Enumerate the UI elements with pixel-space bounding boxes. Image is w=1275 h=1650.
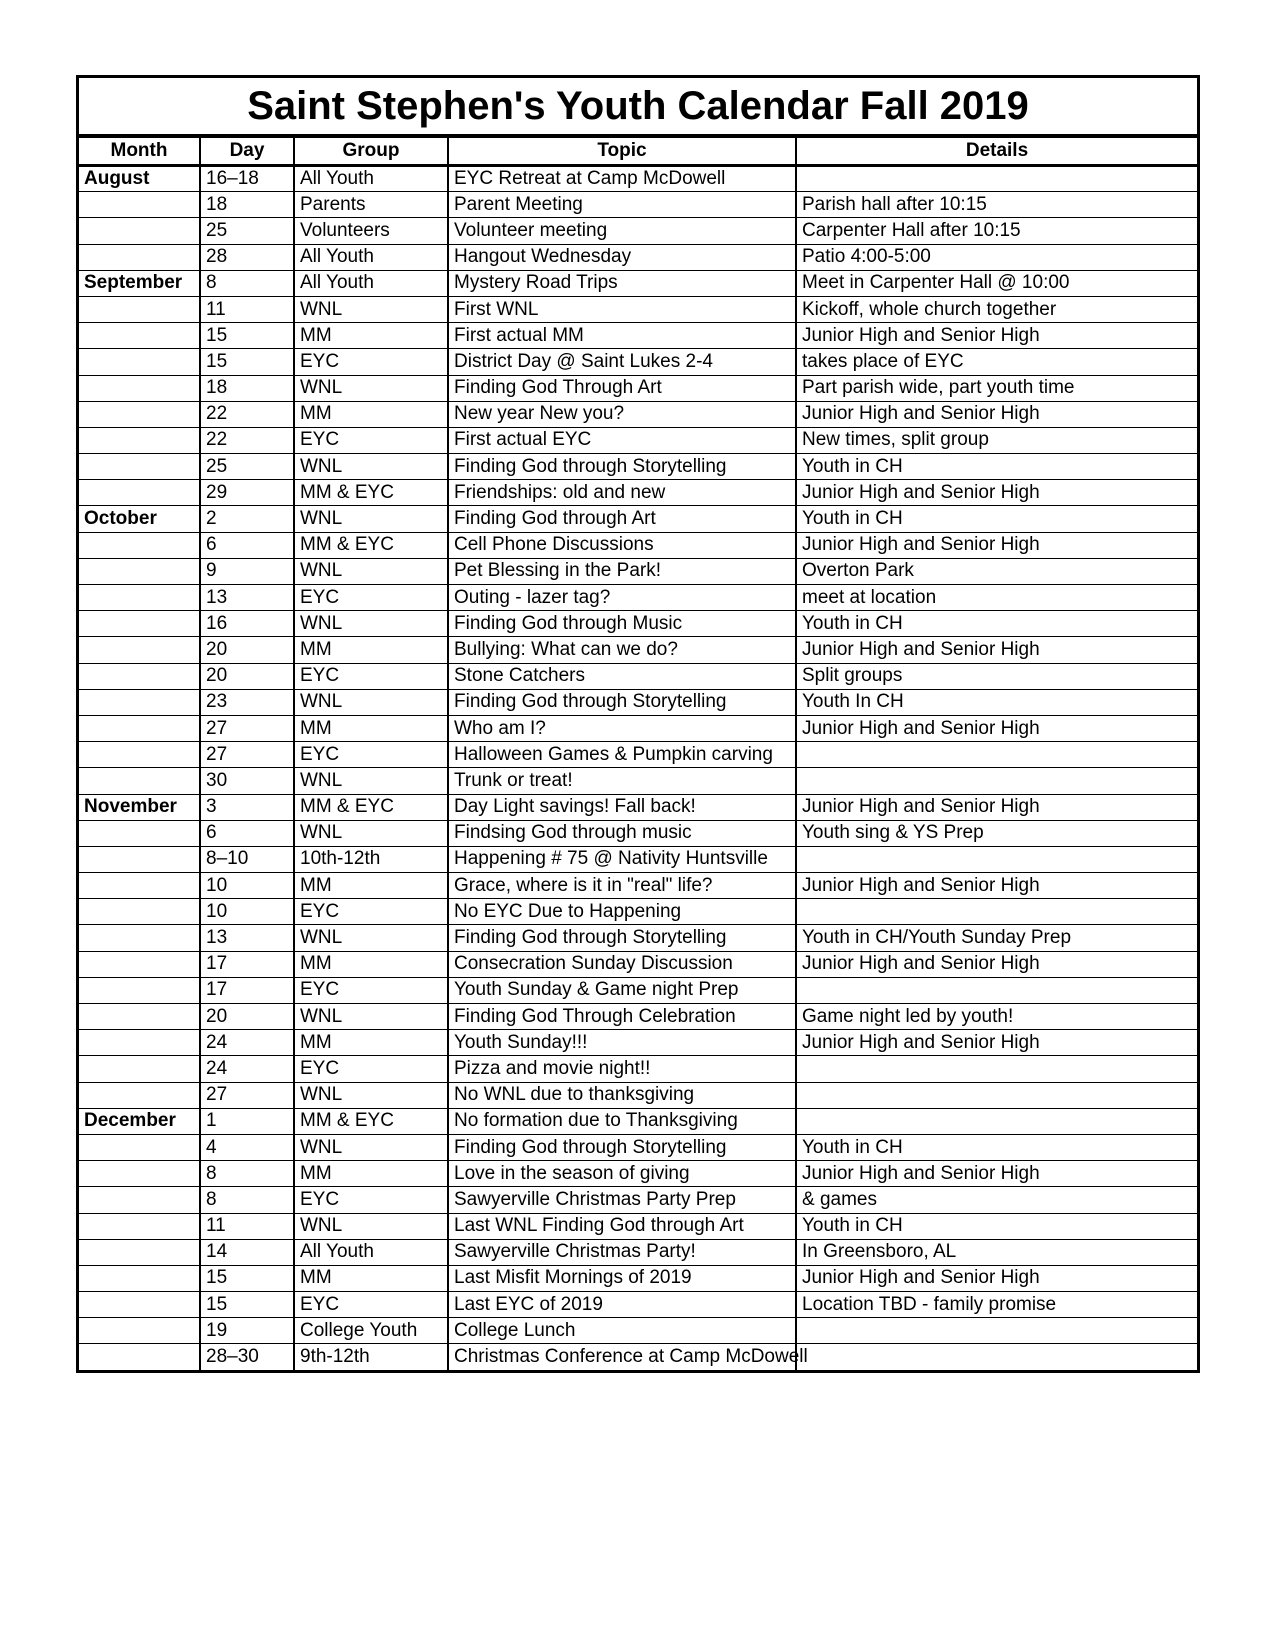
table-row bbox=[79, 270, 1197, 296]
cell-group: 9th-12th bbox=[294, 1344, 448, 1370]
cell-month bbox=[79, 742, 200, 768]
cell-topic: Youth Sunday!!! bbox=[448, 1030, 796, 1056]
cell-day: 8 bbox=[200, 1161, 294, 1187]
cell-month bbox=[79, 1318, 200, 1344]
cell-group: EYC bbox=[294, 663, 448, 689]
table-row bbox=[79, 323, 1197, 349]
table-row bbox=[79, 192, 1197, 218]
cell-topic: Finding God through Art bbox=[448, 506, 796, 532]
cell-month bbox=[79, 1082, 200, 1108]
cell-details: Junior High and Senior High bbox=[796, 715, 1197, 741]
cell-group: College Youth bbox=[294, 1318, 448, 1344]
table-row bbox=[79, 1056, 1197, 1082]
cell-month bbox=[79, 244, 200, 270]
cell-month bbox=[79, 715, 200, 741]
cell-details: Overton Park bbox=[796, 558, 1197, 584]
cell-month bbox=[79, 401, 200, 427]
calendar-table bbox=[79, 137, 1197, 1370]
cell-day: 28–30 bbox=[200, 1344, 294, 1370]
cell-details: Junior High and Senior High bbox=[796, 1161, 1197, 1187]
table-row bbox=[79, 899, 1197, 925]
cell-topic: Stone Catchers bbox=[448, 663, 796, 689]
cell-month bbox=[79, 585, 200, 611]
cell-group: EYC bbox=[294, 977, 448, 1003]
cell-month bbox=[79, 1213, 200, 1239]
cell-day: 15 bbox=[200, 349, 294, 375]
cell-details bbox=[796, 1344, 1197, 1370]
cell-details: Youth In CH bbox=[796, 689, 1197, 715]
cell-month: September bbox=[79, 270, 200, 296]
cell-details: Junior High and Senior High bbox=[796, 323, 1197, 349]
cell-day: 6 bbox=[200, 532, 294, 558]
cell-group: Parents bbox=[294, 192, 448, 218]
cell-group: MM bbox=[294, 401, 448, 427]
cell-day: 20 bbox=[200, 1004, 294, 1030]
table-row bbox=[79, 296, 1197, 322]
cell-month bbox=[79, 1265, 200, 1291]
cell-day: 15 bbox=[200, 323, 294, 349]
column-header-details: Details bbox=[796, 138, 1197, 166]
cell-topic: Happening # 75 @ Nativity Huntsville bbox=[448, 846, 796, 872]
cell-details bbox=[796, 899, 1197, 925]
cell-month bbox=[79, 925, 200, 951]
cell-day: 20 bbox=[200, 663, 294, 689]
cell-month bbox=[79, 454, 200, 480]
table-row bbox=[79, 925, 1197, 951]
cell-details bbox=[796, 1318, 1197, 1344]
column-header-topic: Topic bbox=[448, 138, 796, 166]
cell-day: 20 bbox=[200, 637, 294, 663]
table-row bbox=[79, 1344, 1197, 1370]
cell-topic: New year New you? bbox=[448, 401, 796, 427]
cell-topic: Findsing God through music bbox=[448, 820, 796, 846]
cell-topic: Bullying: What can we do? bbox=[448, 637, 796, 663]
cell-topic: Volunteer meeting bbox=[448, 218, 796, 244]
cell-group: MM bbox=[294, 873, 448, 899]
cell-group: All Youth bbox=[294, 270, 448, 296]
table-row bbox=[79, 1082, 1197, 1108]
cell-month bbox=[79, 1187, 200, 1213]
cell-month bbox=[79, 820, 200, 846]
cell-details: Youth in CH bbox=[796, 506, 1197, 532]
cell-group: MM & EYC bbox=[294, 1108, 448, 1134]
cell-group: WNL bbox=[294, 689, 448, 715]
cell-day: 6 bbox=[200, 820, 294, 846]
cell-details: meet at location bbox=[796, 585, 1197, 611]
cell-topic: Last EYC of 2019 bbox=[448, 1292, 796, 1318]
table-row bbox=[79, 349, 1197, 375]
cell-month bbox=[79, 637, 200, 663]
page-title: Saint Stephen's Youth Calendar Fall 2019 bbox=[79, 78, 1197, 137]
table-row bbox=[79, 1187, 1197, 1213]
cell-topic: Finding God through Storytelling bbox=[448, 454, 796, 480]
cell-details: Carpenter Hall after 10:15 bbox=[796, 218, 1197, 244]
table-row bbox=[79, 427, 1197, 453]
cell-group: All Youth bbox=[294, 166, 448, 192]
table-row bbox=[79, 454, 1197, 480]
cell-details: Junior High and Senior High bbox=[796, 480, 1197, 506]
cell-month bbox=[79, 375, 200, 401]
table-row bbox=[79, 585, 1197, 611]
cell-month bbox=[79, 846, 200, 872]
cell-details: Junior High and Senior High bbox=[796, 401, 1197, 427]
table-row bbox=[79, 689, 1197, 715]
cell-details: Location TBD - family promise bbox=[796, 1292, 1197, 1318]
cell-group: EYC bbox=[294, 427, 448, 453]
cell-details: Game night led by youth! bbox=[796, 1004, 1197, 1030]
table-row bbox=[79, 532, 1197, 558]
cell-month bbox=[79, 218, 200, 244]
cell-day: 15 bbox=[200, 1292, 294, 1318]
cell-details: Junior High and Senior High bbox=[796, 1265, 1197, 1291]
cell-day: 11 bbox=[200, 1213, 294, 1239]
cell-topic: EYC Retreat at Camp McDowell bbox=[448, 166, 796, 192]
cell-topic: Christmas Conference at Camp McDowell bbox=[448, 1344, 796, 1370]
cell-day: 29 bbox=[200, 480, 294, 506]
cell-month bbox=[79, 192, 200, 218]
table-row bbox=[79, 951, 1197, 977]
table-row bbox=[79, 244, 1197, 270]
table-row bbox=[79, 506, 1197, 532]
table-row bbox=[79, 794, 1197, 820]
cell-details: Meet in Carpenter Hall @ 10:00 bbox=[796, 270, 1197, 296]
cell-topic: First actual EYC bbox=[448, 427, 796, 453]
cell-month bbox=[79, 899, 200, 925]
table-row bbox=[79, 1292, 1197, 1318]
cell-month bbox=[79, 1161, 200, 1187]
column-header-group: Group bbox=[294, 138, 448, 166]
cell-month bbox=[79, 323, 200, 349]
cell-group: WNL bbox=[294, 611, 448, 637]
cell-group: MM bbox=[294, 951, 448, 977]
cell-group: All Youth bbox=[294, 1239, 448, 1265]
cell-group: WNL bbox=[294, 1004, 448, 1030]
cell-day: 10 bbox=[200, 899, 294, 925]
cell-month: December bbox=[79, 1108, 200, 1134]
cell-day: 8 bbox=[200, 270, 294, 296]
cell-details: Youth sing & YS Prep bbox=[796, 820, 1197, 846]
cell-details: Junior High and Senior High bbox=[796, 1030, 1197, 1056]
cell-topic: Outing - lazer tag? bbox=[448, 585, 796, 611]
cell-month bbox=[79, 1030, 200, 1056]
cell-day: 23 bbox=[200, 689, 294, 715]
cell-day: 10 bbox=[200, 873, 294, 899]
cell-details: Youth in CH bbox=[796, 611, 1197, 637]
cell-group: EYC bbox=[294, 349, 448, 375]
cell-day: 14 bbox=[200, 1239, 294, 1265]
cell-group: EYC bbox=[294, 1292, 448, 1318]
table-row bbox=[79, 1004, 1197, 1030]
table-row bbox=[79, 742, 1197, 768]
cell-day: 27 bbox=[200, 742, 294, 768]
cell-day: 25 bbox=[200, 454, 294, 480]
cell-group: MM & EYC bbox=[294, 794, 448, 820]
cell-month: August bbox=[79, 166, 200, 192]
table-row bbox=[79, 611, 1197, 637]
cell-group: WNL bbox=[294, 1134, 448, 1160]
cell-day: 18 bbox=[200, 375, 294, 401]
cell-details: Kickoff, whole church together bbox=[796, 296, 1197, 322]
cell-month bbox=[79, 532, 200, 558]
table-row bbox=[79, 558, 1197, 584]
cell-month bbox=[79, 1239, 200, 1265]
cell-topic: Halloween Games & Pumpkin carving bbox=[448, 742, 796, 768]
cell-group: EYC bbox=[294, 585, 448, 611]
cell-details bbox=[796, 1108, 1197, 1134]
cell-topic: Last WNL Finding God through Art bbox=[448, 1213, 796, 1239]
table-row bbox=[79, 218, 1197, 244]
cell-group: EYC bbox=[294, 742, 448, 768]
cell-group: MM bbox=[294, 323, 448, 349]
cell-group: WNL bbox=[294, 1082, 448, 1108]
cell-details: Youth in CH bbox=[796, 1213, 1197, 1239]
cell-month bbox=[79, 296, 200, 322]
cell-month: October bbox=[79, 506, 200, 532]
cell-day: 19 bbox=[200, 1318, 294, 1344]
cell-day: 11 bbox=[200, 296, 294, 322]
cell-topic: Cell Phone Discussions bbox=[448, 532, 796, 558]
cell-details: New times, split group bbox=[796, 427, 1197, 453]
cell-group: EYC bbox=[294, 899, 448, 925]
table-row bbox=[79, 166, 1197, 192]
cell-group: WNL bbox=[294, 454, 448, 480]
cell-topic: Finding God through Music bbox=[448, 611, 796, 637]
table-row bbox=[79, 480, 1197, 506]
cell-day: 28 bbox=[200, 244, 294, 270]
cell-group: MM bbox=[294, 1161, 448, 1187]
table-row bbox=[79, 977, 1197, 1003]
cell-topic: Mystery Road Trips bbox=[448, 270, 796, 296]
column-header-day: Day bbox=[200, 138, 294, 166]
cell-month bbox=[79, 1134, 200, 1160]
cell-topic: Finding God through Storytelling bbox=[448, 689, 796, 715]
cell-details: takes place of EYC bbox=[796, 349, 1197, 375]
cell-day: 16–18 bbox=[200, 166, 294, 192]
cell-topic: Parent Meeting bbox=[448, 192, 796, 218]
cell-day: 13 bbox=[200, 585, 294, 611]
cell-group: 10th-12th bbox=[294, 846, 448, 872]
cell-details: Parish hall after 10:15 bbox=[796, 192, 1197, 218]
cell-day: 15 bbox=[200, 1265, 294, 1291]
cell-day: 8 bbox=[200, 1187, 294, 1213]
cell-month bbox=[79, 873, 200, 899]
cell-day: 27 bbox=[200, 715, 294, 741]
cell-topic: District Day @ Saint Lukes 2-4 bbox=[448, 349, 796, 375]
cell-topic: Consecration Sunday Discussion bbox=[448, 951, 796, 977]
cell-group: MM bbox=[294, 637, 448, 663]
table-row bbox=[79, 1030, 1197, 1056]
cell-topic: First WNL bbox=[448, 296, 796, 322]
cell-group: Volunteers bbox=[294, 218, 448, 244]
table-row bbox=[79, 1318, 1197, 1344]
table-row bbox=[79, 1161, 1197, 1187]
cell-month: November bbox=[79, 794, 200, 820]
cell-day: 4 bbox=[200, 1134, 294, 1160]
cell-group: MM bbox=[294, 1265, 448, 1291]
cell-topic: Finding God Through Art bbox=[448, 375, 796, 401]
cell-month bbox=[79, 1292, 200, 1318]
table-row bbox=[79, 401, 1197, 427]
cell-day: 13 bbox=[200, 925, 294, 951]
cell-details: Youth in CH/Youth Sunday Prep bbox=[796, 925, 1197, 951]
cell-day: 22 bbox=[200, 427, 294, 453]
cell-details bbox=[796, 1082, 1197, 1108]
cell-details: In Greensboro, AL bbox=[796, 1239, 1197, 1265]
table-row bbox=[79, 1265, 1197, 1291]
cell-month bbox=[79, 1344, 200, 1370]
table-row bbox=[79, 846, 1197, 872]
table-row bbox=[79, 1239, 1197, 1265]
cell-day: 24 bbox=[200, 1030, 294, 1056]
cell-month bbox=[79, 1004, 200, 1030]
cell-group: WNL bbox=[294, 558, 448, 584]
cell-group: MM bbox=[294, 1030, 448, 1056]
table-row bbox=[79, 873, 1197, 899]
cell-day: 18 bbox=[200, 192, 294, 218]
cell-details: Junior High and Senior High bbox=[796, 794, 1197, 820]
cell-topic: No EYC Due to Happening bbox=[448, 899, 796, 925]
cell-details: Youth in CH bbox=[796, 1134, 1197, 1160]
cell-day: 1 bbox=[200, 1108, 294, 1134]
cell-day: 9 bbox=[200, 558, 294, 584]
table-row bbox=[79, 1134, 1197, 1160]
cell-month bbox=[79, 611, 200, 637]
cell-group: WNL bbox=[294, 1213, 448, 1239]
cell-topic: First actual MM bbox=[448, 323, 796, 349]
cell-group: MM bbox=[294, 715, 448, 741]
calendar-sheet bbox=[76, 75, 1200, 1373]
cell-details bbox=[796, 977, 1197, 1003]
cell-details: Youth in CH bbox=[796, 454, 1197, 480]
table-row bbox=[79, 1108, 1197, 1134]
cell-day: 3 bbox=[200, 794, 294, 820]
cell-topic: Finding God through Storytelling bbox=[448, 925, 796, 951]
cell-month bbox=[79, 977, 200, 1003]
cell-month bbox=[79, 349, 200, 375]
table-row bbox=[79, 820, 1197, 846]
cell-topic: Finding God through Storytelling bbox=[448, 1134, 796, 1160]
cell-day: 22 bbox=[200, 401, 294, 427]
cell-topic: Sawyerville Christmas Party! bbox=[448, 1239, 796, 1265]
cell-day: 25 bbox=[200, 218, 294, 244]
table-row bbox=[79, 375, 1197, 401]
cell-topic: Last Misfit Mornings of 2019 bbox=[448, 1265, 796, 1291]
cell-day: 2 bbox=[200, 506, 294, 532]
cell-topic: Grace, where is it in "real" life? bbox=[448, 873, 796, 899]
cell-group: All Youth bbox=[294, 244, 448, 270]
cell-details bbox=[796, 742, 1197, 768]
cell-topic: No formation due to Thanksgiving bbox=[448, 1108, 796, 1134]
cell-topic: Youth Sunday & Game night Prep bbox=[448, 977, 796, 1003]
cell-day: 17 bbox=[200, 951, 294, 977]
cell-details: & games bbox=[796, 1187, 1197, 1213]
cell-month bbox=[79, 480, 200, 506]
cell-details bbox=[796, 846, 1197, 872]
cell-group: EYC bbox=[294, 1187, 448, 1213]
cell-month bbox=[79, 558, 200, 584]
cell-details: Split groups bbox=[796, 663, 1197, 689]
header-row bbox=[79, 138, 1197, 166]
cell-month bbox=[79, 768, 200, 794]
cell-group: WNL bbox=[294, 506, 448, 532]
cell-details: Junior High and Senior High bbox=[796, 873, 1197, 899]
cell-topic: Sawyerville Christmas Party Prep bbox=[448, 1187, 796, 1213]
cell-topic: College Lunch bbox=[448, 1318, 796, 1344]
cell-day: 8–10 bbox=[200, 846, 294, 872]
cell-month bbox=[79, 689, 200, 715]
cell-month bbox=[79, 951, 200, 977]
cell-topic: Finding God Through Celebration bbox=[448, 1004, 796, 1030]
cell-topic: Love in the season of giving bbox=[448, 1161, 796, 1187]
cell-group: WNL bbox=[294, 375, 448, 401]
table-row bbox=[79, 663, 1197, 689]
table-row bbox=[79, 1213, 1197, 1239]
cell-details: Patio 4:00-5:00 bbox=[796, 244, 1197, 270]
cell-group: WNL bbox=[294, 768, 448, 794]
cell-day: 30 bbox=[200, 768, 294, 794]
cell-month bbox=[79, 1056, 200, 1082]
cell-group: WNL bbox=[294, 820, 448, 846]
table-row bbox=[79, 768, 1197, 794]
cell-details: Junior High and Senior High bbox=[796, 637, 1197, 663]
column-header-month: Month bbox=[79, 138, 200, 166]
cell-topic: Who am I? bbox=[448, 715, 796, 741]
cell-details bbox=[796, 768, 1197, 794]
cell-details: Part parish wide, part youth time bbox=[796, 375, 1197, 401]
cell-day: 27 bbox=[200, 1082, 294, 1108]
cell-details bbox=[796, 166, 1197, 192]
cell-month bbox=[79, 663, 200, 689]
cell-topic: Hangout Wednesday bbox=[448, 244, 796, 270]
table-row bbox=[79, 637, 1197, 663]
cell-topic: Pizza and movie night!! bbox=[448, 1056, 796, 1082]
cell-topic: Trunk or treat! bbox=[448, 768, 796, 794]
cell-group: MM & EYC bbox=[294, 480, 448, 506]
cell-details: Junior High and Senior High bbox=[796, 532, 1197, 558]
cell-topic: Friendships: old and new bbox=[448, 480, 796, 506]
cell-topic: Day Light savings! Fall back! bbox=[448, 794, 796, 820]
cell-topic: Pet Blessing in the Park! bbox=[448, 558, 796, 584]
cell-month bbox=[79, 427, 200, 453]
cell-day: 24 bbox=[200, 1056, 294, 1082]
cell-day: 17 bbox=[200, 977, 294, 1003]
cell-details: Junior High and Senior High bbox=[796, 951, 1197, 977]
cell-details bbox=[796, 1056, 1197, 1082]
cell-group: WNL bbox=[294, 296, 448, 322]
cell-group: WNL bbox=[294, 925, 448, 951]
cell-day: 16 bbox=[200, 611, 294, 637]
cell-group: EYC bbox=[294, 1056, 448, 1082]
table-row bbox=[79, 715, 1197, 741]
cell-group: MM & EYC bbox=[294, 532, 448, 558]
cell-topic: No WNL due to thanksgiving bbox=[448, 1082, 796, 1108]
